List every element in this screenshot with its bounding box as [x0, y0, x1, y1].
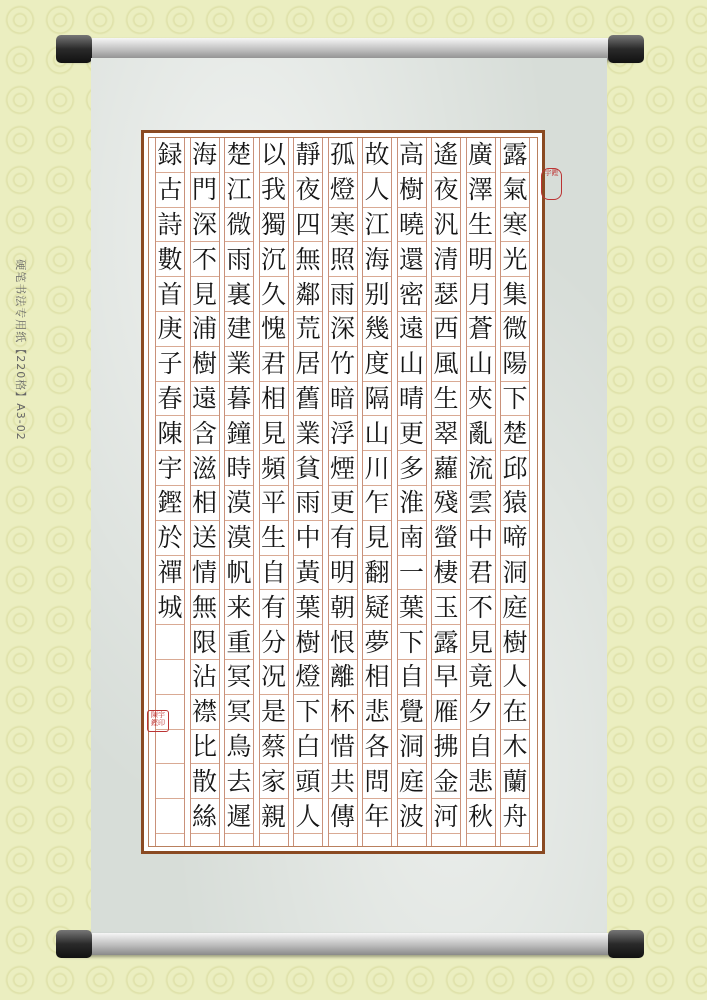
character-cell: 限 [191, 625, 219, 660]
character-cell: 鳥 [225, 730, 253, 765]
character-cell: 在 [501, 695, 529, 730]
character-cell: 鏗 [156, 486, 184, 521]
character-cell [156, 799, 184, 834]
character-cell: 雁 [432, 695, 460, 730]
character-cell: 金 [432, 764, 460, 799]
character-cell: 夜 [294, 173, 322, 208]
character-cell: 蘿 [432, 451, 460, 486]
character-cell: 雨 [294, 486, 322, 521]
character-cell: 陳 [156, 416, 184, 451]
character-cell: 度 [363, 347, 391, 382]
character-cell: 裏 [225, 277, 253, 312]
character-cell: 滋 [191, 451, 219, 486]
text-column [328, 138, 358, 846]
character-cell: 貧 [294, 451, 322, 486]
character-cell: 門 [191, 173, 219, 208]
paper-spec-label [6, 110, 36, 590]
character-cell: 遠 [191, 382, 219, 417]
seal-stamp-signature: 陳宇鏗印 [147, 710, 169, 732]
character-cell: 翻 [363, 556, 391, 591]
character-cell: 庚 [156, 312, 184, 347]
text-column [293, 138, 323, 846]
character-cell [156, 730, 184, 765]
character-cell: 下 [294, 695, 322, 730]
character-cell: 分 [260, 625, 288, 660]
character-cell: 别 [363, 277, 391, 312]
character-cell: 沉 [260, 242, 288, 277]
character-cell: 有 [329, 521, 357, 556]
character-cell: 建 [225, 312, 253, 347]
character-cell: 葉 [398, 590, 426, 625]
character-cell: 自 [467, 730, 495, 765]
character-cell: 宇 [156, 451, 184, 486]
character-cell: 悲 [363, 695, 391, 730]
character-cell: 散 [191, 764, 219, 799]
character-cell: 絲 [191, 799, 219, 834]
rod-cap-right [608, 930, 644, 958]
character-cell: 人 [501, 660, 529, 695]
character-cell: 城 [156, 590, 184, 625]
character-cell: 我 [260, 173, 288, 208]
character-cell: 中 [467, 521, 495, 556]
character-cell: 寒 [329, 208, 357, 243]
character-cell: 鐘 [225, 416, 253, 451]
character-cell: 無 [294, 242, 322, 277]
text-column [155, 138, 185, 846]
character-cell: 木 [501, 730, 529, 765]
character-cell: 高 [398, 138, 426, 173]
character-cell: 惜 [329, 730, 357, 765]
character-cell: 燈 [294, 660, 322, 695]
character-cell: 燈 [329, 173, 357, 208]
character-cell: 遠 [398, 312, 426, 347]
character-cell: 黃 [294, 556, 322, 591]
character-cell: 襟 [191, 695, 219, 730]
character-cell: 是 [260, 695, 288, 730]
character-cell: 數 [156, 242, 184, 277]
character-cell: 浮 [329, 416, 357, 451]
character-cell: 時 [225, 451, 253, 486]
text-column [466, 138, 496, 846]
character-cell: 深 [329, 312, 357, 347]
character-cell: 人 [363, 173, 391, 208]
rod-cap-right [608, 35, 644, 63]
character-cell: 居 [294, 347, 322, 382]
character-cell: 漠 [225, 486, 253, 521]
character-cell: 各 [363, 730, 391, 765]
character-cell: 夢 [363, 625, 391, 660]
character-cell: 秋 [467, 799, 495, 834]
character-cell: 蘭 [501, 764, 529, 799]
character-cell: 澤 [467, 173, 495, 208]
seal-stamp-top: 宇鏗 [541, 168, 562, 200]
character-cell: 幾 [363, 312, 391, 347]
character-cell: 晴 [398, 382, 426, 417]
character-cell: 家 [260, 764, 288, 799]
character-cell: 夕 [467, 695, 495, 730]
character-cell: 覺 [398, 695, 426, 730]
text-column [500, 138, 530, 846]
character-cell: 川 [363, 451, 391, 486]
character-cell: 猿 [501, 486, 529, 521]
character-cell: 靜 [294, 138, 322, 173]
character-cell: 下 [501, 382, 529, 417]
character-cell: 亂 [467, 416, 495, 451]
text-column [259, 138, 289, 846]
character-cell: 煙 [329, 451, 357, 486]
character-cell: 人 [294, 799, 322, 834]
character-cell: 蒼 [467, 312, 495, 347]
character-cell: 江 [225, 173, 253, 208]
character-cell: 葉 [294, 590, 322, 625]
character-cell: 月 [467, 277, 495, 312]
character-cell: 相 [260, 382, 288, 417]
text-column [190, 138, 220, 846]
character-cell: 露 [501, 138, 529, 173]
character-cell: 比 [191, 730, 219, 765]
character-cell: 送 [191, 521, 219, 556]
character-cell: 庭 [501, 590, 529, 625]
character-cell: 見 [467, 625, 495, 660]
character-cell [156, 764, 184, 799]
character-cell: 荒 [294, 312, 322, 347]
character-cell: 更 [398, 416, 426, 451]
character-cell: 首 [156, 277, 184, 312]
character-cell: 山 [467, 347, 495, 382]
character-cell: 雲 [467, 486, 495, 521]
character-cell: 氣 [501, 173, 529, 208]
character-cell: 棲 [432, 556, 460, 591]
character-cell: 汎 [432, 208, 460, 243]
character-cell: 去 [225, 764, 253, 799]
character-cell [156, 660, 184, 695]
calligraphy-grid-inner [148, 137, 538, 847]
character-cell: 録 [156, 138, 184, 173]
character-cell: 一 [398, 556, 426, 591]
character-cell: 拂 [432, 730, 460, 765]
character-cell: 隔 [363, 382, 391, 417]
character-cell: 廣 [467, 138, 495, 173]
character-cell: 庭 [398, 764, 426, 799]
character-cell: 暮 [225, 382, 253, 417]
character-cell: 業 [294, 416, 322, 451]
character-cell: 於 [156, 521, 184, 556]
character-cell: 雨 [329, 277, 357, 312]
character-cell: 愧 [260, 312, 288, 347]
character-cell: 獨 [260, 208, 288, 243]
character-cell: 夜 [432, 173, 460, 208]
character-cell: 洞 [398, 730, 426, 765]
character-cell: 舊 [294, 382, 322, 417]
top-scroll-rod [60, 38, 640, 60]
character-cell: 杯 [329, 695, 357, 730]
character-cell: 含 [191, 416, 219, 451]
character-cell: 離 [329, 660, 357, 695]
character-cell: 禪 [156, 556, 184, 591]
character-cell: 頻 [260, 451, 288, 486]
character-cell: 早 [432, 660, 460, 695]
character-cell: 海 [191, 138, 219, 173]
character-cell: 流 [467, 451, 495, 486]
character-cell: 疑 [363, 590, 391, 625]
character-cell: 遙 [432, 138, 460, 173]
character-cell: 生 [260, 521, 288, 556]
character-cell: 春 [156, 382, 184, 417]
character-cell: 明 [467, 242, 495, 277]
character-cell: 詩 [156, 208, 184, 243]
character-cell: 恨 [329, 625, 357, 660]
character-cell: 微 [225, 208, 253, 243]
character-cell: 玉 [432, 590, 460, 625]
character-cell: 相 [191, 486, 219, 521]
character-cell: 山 [363, 416, 391, 451]
character-cell: 自 [260, 556, 288, 591]
character-cell: 明 [329, 556, 357, 591]
character-cell: 業 [225, 347, 253, 382]
character-cell: 暗 [329, 382, 357, 417]
character-cell: 曉 [398, 208, 426, 243]
character-cell: 蔡 [260, 730, 288, 765]
character-cell: 翠 [432, 416, 460, 451]
character-cell: 波 [398, 799, 426, 834]
character-cell: 冥 [225, 660, 253, 695]
character-cell: 中 [294, 521, 322, 556]
character-cell: 子 [156, 347, 184, 382]
bottom-scroll-rod [60, 933, 640, 955]
character-cell: 多 [398, 451, 426, 486]
character-cell: 微 [501, 312, 529, 347]
character-cell: 鄰 [294, 277, 322, 312]
character-cell: 遲 [225, 799, 253, 834]
character-cell: 密 [398, 277, 426, 312]
character-cell: 照 [329, 242, 357, 277]
character-cell: 自 [398, 660, 426, 695]
character-cell: 乍 [363, 486, 391, 521]
character-cell: 年 [363, 799, 391, 834]
character-cell: 故 [363, 138, 391, 173]
character-cell: 楚 [225, 138, 253, 173]
character-cell: 漠 [225, 521, 253, 556]
rod-cap-left [56, 35, 92, 63]
character-cell: 帆 [225, 556, 253, 591]
character-cell: 更 [329, 486, 357, 521]
character-cell: 螢 [432, 521, 460, 556]
character-cell: 夾 [467, 382, 495, 417]
character-cell: 雨 [225, 242, 253, 277]
character-cell: 寒 [501, 208, 529, 243]
rod-cap-left [56, 930, 92, 958]
character-cell: 来 [225, 590, 253, 625]
character-cell: 啼 [501, 521, 529, 556]
text-column [431, 138, 461, 846]
character-cell: 樹 [501, 625, 529, 660]
character-cell: 陽 [501, 347, 529, 382]
character-cell: 沾 [191, 660, 219, 695]
character-cell: 不 [191, 242, 219, 277]
character-cell: 相 [363, 660, 391, 695]
character-cell: 洞 [501, 556, 529, 591]
character-cell: 竟 [467, 660, 495, 695]
character-cell: 見 [260, 416, 288, 451]
character-cell: 重 [225, 625, 253, 660]
character-cell: 樹 [191, 347, 219, 382]
character-cell: 以 [260, 138, 288, 173]
character-cell: 古 [156, 173, 184, 208]
character-cell: 平 [260, 486, 288, 521]
character-cell: 楚 [501, 416, 529, 451]
character-cell: 南 [398, 521, 426, 556]
character-cell: 光 [501, 242, 529, 277]
character-cell: 邱 [501, 451, 529, 486]
character-cell: 有 [260, 590, 288, 625]
character-cell: 集 [501, 277, 529, 312]
character-cell: 海 [363, 242, 391, 277]
character-cell: 親 [260, 799, 288, 834]
character-cell: 江 [363, 208, 391, 243]
character-cell: 君 [260, 347, 288, 382]
character-cell: 殘 [432, 486, 460, 521]
character-cell: 白 [294, 730, 322, 765]
text-column [362, 138, 392, 846]
character-cell: 况 [260, 660, 288, 695]
character-cell: 淮 [398, 486, 426, 521]
character-cell: 久 [260, 277, 288, 312]
character-cell: 生 [432, 382, 460, 417]
character-cell: 傳 [329, 799, 357, 834]
character-cell: 冥 [225, 695, 253, 730]
character-cell: 無 [191, 590, 219, 625]
character-cell: 見 [191, 277, 219, 312]
character-cell: 問 [363, 764, 391, 799]
character-cell: 樹 [294, 625, 322, 660]
character-cell: 孤 [329, 138, 357, 173]
character-cell [156, 625, 184, 660]
character-cell: 不 [467, 590, 495, 625]
character-cell: 深 [191, 208, 219, 243]
calligraphy-grid [149, 138, 537, 846]
character-cell: 朝 [329, 590, 357, 625]
text-column [224, 138, 254, 846]
character-cell: 浦 [191, 312, 219, 347]
character-cell: 頭 [294, 764, 322, 799]
character-cell: 生 [467, 208, 495, 243]
character-cell: 樹 [398, 173, 426, 208]
character-cell: 竹 [329, 347, 357, 382]
character-cell: 情 [191, 556, 219, 591]
character-cell: 共 [329, 764, 357, 799]
text-column [397, 138, 427, 846]
paper-spec-text: 硬笔书法专用纸【220格】A3-02 [14, 259, 27, 441]
character-cell: 瑟 [432, 277, 460, 312]
character-cell: 河 [432, 799, 460, 834]
character-cell: 悲 [467, 764, 495, 799]
character-cell: 清 [432, 242, 460, 277]
character-cell: 西 [432, 312, 460, 347]
character-cell: 山 [398, 347, 426, 382]
character-cell: 君 [467, 556, 495, 591]
character-cell: 見 [363, 521, 391, 556]
character-cell: 露 [432, 625, 460, 660]
calligraphy-grid-frame [141, 130, 545, 854]
character-cell: 還 [398, 242, 426, 277]
character-cell: 四 [294, 208, 322, 243]
character-cell: 下 [398, 625, 426, 660]
character-cell: 風 [432, 347, 460, 382]
character-cell: 舟 [501, 799, 529, 834]
